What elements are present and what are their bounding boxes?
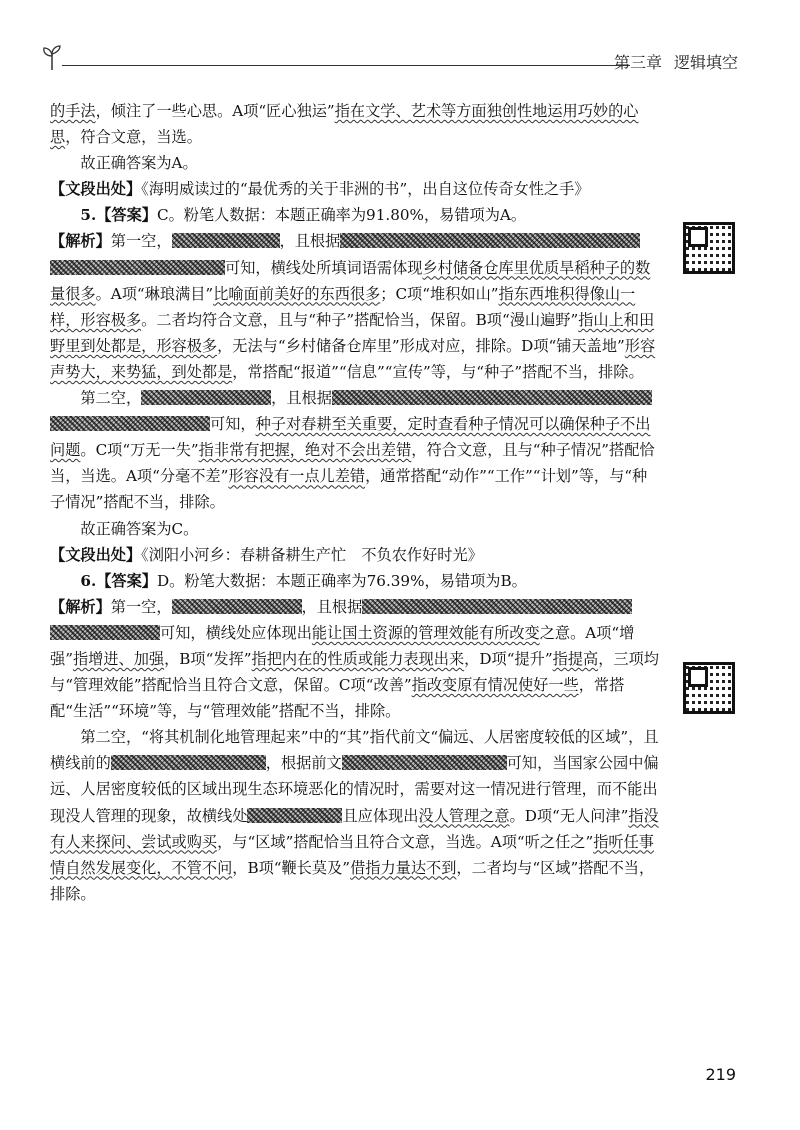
text: 《浏阳小河乡：春耕备耕生产忙 不负农作好时光》 (141, 545, 483, 564)
redacted-text (340, 233, 640, 248)
header-rule (62, 65, 630, 66)
redacted-text (50, 625, 160, 640)
underlined-text: 比喻面前美好的东西很多 (213, 284, 381, 303)
text: ，D项“提升” (464, 649, 553, 668)
text: 可知，当国家公园中偏远、人居密度较低的区域出现生态环境恶化的情况时，需要对这一情况进行管理，而不能出现没人管理的现象，故横线处 (50, 754, 659, 825)
underlined-text: 指增进、加强 (72, 649, 165, 668)
redacted-text (172, 599, 302, 614)
text: 《海明威读过的“最优秀的关于非洲的书”，出自这位传奇女性之手》 (141, 180, 590, 199)
text: ，符合文意，且与“种子情况”搭配恰当，当选。A项“分毫不差” (50, 441, 655, 486)
text: 。C项“万无一失” (80, 441, 199, 460)
label: 6.【答案】 (80, 571, 157, 590)
text: 第二空，“将其机制化地管理起来”中的“其”指代前文“偏远、人居密度较低的区域”，且横线前的 (50, 728, 659, 773)
text: 第二空， (80, 389, 142, 408)
source-line (50, 542, 660, 568)
underlined-text: 指非常有把握，绝对不会出差错 (198, 441, 412, 460)
redacted-text (172, 233, 280, 248)
answer-line (50, 568, 660, 594)
text: 可知， (210, 415, 256, 434)
page-header (38, 44, 738, 74)
text: ，且根据 (301, 597, 363, 616)
text: ，符合文意，当选。 (65, 128, 202, 147)
page-body (50, 98, 660, 907)
underlined-text: 乡村储备仓库里优质旱稻种子的数量很多 (50, 258, 651, 303)
paragraph: 故正确答案为C。 (80, 519, 199, 538)
text: ，B项“鞭长莫及” (232, 858, 351, 877)
text: 。A项“琳琅满目” (95, 284, 214, 303)
text: 。二者均符合文意，且与“种子”搭配恰当，保留。B项“漫山遍野” (141, 310, 579, 329)
label: 【解析】 (50, 597, 111, 616)
text: 且应体现出 (342, 806, 419, 825)
text: ，B项“发挥” (164, 649, 252, 668)
paragraph: 故正确答案为A。 (80, 154, 198, 173)
paragraph (50, 594, 660, 724)
text: ，通常搭配“动作”“工作”“计划”等，与“种子情况”搭配不当，排除。 (50, 467, 648, 512)
text: 可知，横线处所填词语需体现 (225, 258, 423, 277)
underlined-text: 指在文学、艺术等方面独创性地运用巧妙的心思 (50, 102, 639, 147)
redacted-text (141, 390, 271, 405)
redacted-text (342, 755, 507, 770)
underlined-text: 形容没有一点儿差错 (228, 467, 366, 486)
label: 【文段出处】 (50, 545, 142, 564)
redacted-text (50, 416, 210, 431)
chapter-label: 第三章 (613, 53, 662, 72)
label: 5.【答案】 (80, 206, 157, 225)
text: 。D项“无人问津” (509, 806, 629, 825)
text: ，且根据 (279, 232, 341, 251)
text: ，倾注了一些心思。A项“匠心独运” (95, 102, 335, 120)
text: ；C项“堆积如山” (380, 284, 499, 303)
running-head (602, 50, 738, 73)
underlined-text: 借指力量达不到 (350, 858, 457, 877)
underlined-text: 的手法 (50, 102, 96, 120)
redacted-text (50, 260, 225, 275)
underlined-text: 没人管理之意 (418, 806, 510, 825)
label: 【文段出处】 (50, 180, 142, 199)
underlined-text: 指改变原有情况使好一些 (411, 676, 579, 695)
text: ，无法与“乡村储备仓库里”形成对应，排除。D项“铺天盖地” (217, 336, 625, 355)
underlined-text: 能让国土资源的管理效能有所改变 (311, 623, 540, 642)
text: ，根据前文 (265, 754, 342, 773)
page-number: 219 (705, 1065, 736, 1084)
text: 之意。A项“增强” (50, 623, 635, 668)
text: 第一空， (110, 597, 172, 616)
underlined-text: 指听任事情自然发展变化，不管不问 (50, 832, 654, 877)
redacted-text (247, 808, 342, 823)
underlined-text: 指东西堆积得像山一样，形容极多 (50, 284, 636, 329)
qr-code[interactable] (683, 222, 735, 274)
text: ，且根据 (271, 389, 332, 408)
underlined-text: 指山上和田野里到处都是，形容极多 (50, 310, 655, 355)
paragraph (50, 385, 660, 515)
redacted-text (111, 755, 266, 770)
text: ，二者均与“区域”搭配不当，排除。 (50, 858, 655, 903)
section-label: 逻辑填空 (673, 53, 738, 72)
text: C。粉笔人数据：本题正确率为91.80%，易错项为A。 (157, 206, 527, 225)
redacted-text (362, 599, 632, 614)
paragraph (50, 228, 660, 385)
paragraph (50, 98, 660, 150)
redacted-text (332, 390, 652, 405)
text: D。粉笔大数据：本题正确率为76.39%，易错项为B。 (157, 571, 527, 590)
text: ，与“区域”搭配恰当且符合文意，当选。A项“听之任之” (217, 832, 594, 851)
underlined-text: 形容声势大，来势猛，到处都是 (50, 336, 656, 381)
paragraph (50, 724, 660, 907)
underlined-text: 指把内在的性质或能力表现出来 (251, 649, 465, 668)
text: ，常搭配“生活”“环境”等，与“管理效能”搭配不当，排除。 (50, 676, 625, 721)
text: ，常搭配“报道”“信息”“宣传”等，与“种子”搭配不当，排除。 (232, 362, 644, 381)
underlined-text: 指没有人来探问、尝试或购买 (50, 806, 659, 851)
underlined-text: 指提高 (552, 649, 599, 668)
label: 【解析】 (50, 232, 111, 251)
text: ，三项均与“管理效能”搭配恰当且符合文意，保留。C项“改善” (50, 649, 659, 695)
qr-code[interactable] (683, 662, 735, 714)
text: 第一空， (110, 232, 172, 251)
answer-line (50, 202, 660, 228)
text: 可知，横线处应体现出 (160, 623, 312, 642)
underlined-text: 种子对春耕至关重要，定时查看种子情况可以确保种子不出问题 (50, 415, 651, 460)
source-line (50, 176, 660, 202)
sprout-icon (38, 44, 66, 72)
